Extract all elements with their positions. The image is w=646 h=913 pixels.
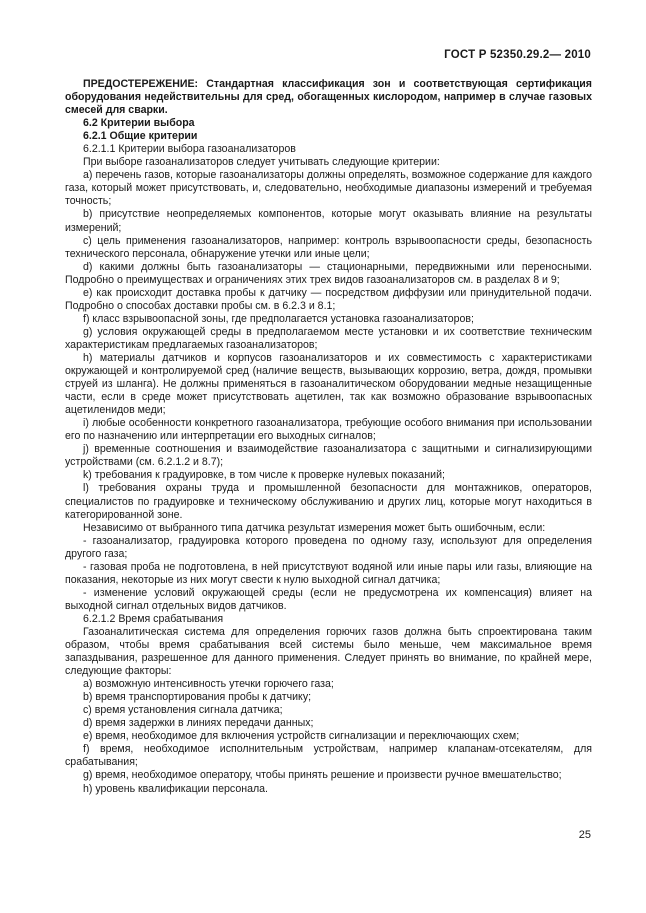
- list-item: c) время установления сигнала датчика;: [83, 704, 283, 717]
- list-item: e) время, необходимое для включения устройств сигнализации и переключающих схем;: [83, 730, 520, 743]
- list-item: e) как происходит доставка пробы к датчику — посредством диффузии или принудительной подачи. Подробно о способах доставки пробы см. в 6.2.3 и 8.1;: [65, 286, 592, 312]
- list-item: d) время задержки в линиях передачи данных;: [83, 717, 314, 730]
- paragraph: При выборе газоанализаторов следует учитывать следующие критерии:: [83, 156, 440, 169]
- clause-heading: 6.2.1.1 Критерии выбора газоанализаторов: [83, 143, 296, 156]
- list-item: d) какими должны быть газоанализаторы — стационарными, передвижными или переносными. Подробно о преимуществах и ограничениях этих трех видов газоанализаторов см. в разделах 8 и 9;: [65, 260, 592, 286]
- list-item: h) материалы датчиков и корпусов газоанализаторов и их совместимость с характеристиками окружающей и контролируемой сред (наличие веществ, вызывающих коррозию, ветра, дождя, промывки струей из шланга). Не должны применяться в газоаналитическом оборудовании медные незащищенные части, если в среде может присутствовать ацетилен, так как возможно образование взрывоопасных ацетиленидов меди;: [65, 351, 592, 417]
- section-heading: 6.2 Критерии выбора: [83, 117, 195, 130]
- list-item: - изменение условий окружающей среды (если не предусмотрена их компенсация) влияет на выходной сигнал отдельных видов датчиков.: [65, 586, 592, 612]
- list-item: h) уровень квалификации персонала.: [83, 782, 268, 795]
- list-item: - газоанализатор, градуировка которого проведена по одному газу, используют для определения другого газа;: [65, 534, 592, 560]
- list-item: a) возможную интенсивность утечки горючего газа;: [83, 678, 334, 691]
- list-item: l) требования охраны труда и промышленной безопасности для монтажников, операторов, специалистов по градуировке и техническому обслуживанию и других лиц, которые могут находиться в категорированной зоне.: [65, 482, 592, 521]
- list-item: g) условия окружающей среды в предполагаемом месте установки и их соответствие техническим характеристикам предлагаемых газоанализаторов;: [65, 325, 592, 351]
- list-item: f) время, необходимое исполнительным устройствам, например клапанам-отсекателям, для срабатывания;: [65, 743, 592, 769]
- document-header: ГОСТ Р 52350.29.2— 2010: [444, 49, 591, 61]
- warning-paragraph: ПРЕДОСТЕРЕЖЕНИЕ: Стандартная классификация зон и соответствующая сертификация оборудования недействительны для сред, обогащенных кислородом, например в случае газовых смесей для сварки.: [65, 78, 592, 117]
- paragraph: Независимо от выбранного типа датчика результат измерения может быть ошибочным, если:: [83, 521, 546, 534]
- list-item: j) временные соотношения и взаимодействие газоанализатора с защитными и сигнализирующими устройствами (см. 6.2.1.2 и 8.7);: [65, 443, 592, 469]
- list-item: f) класс взрывоопасной зоны, где предполагается установка газоанализаторов;: [83, 312, 474, 325]
- list-item: - газовая проба не подготовлена, в ней присутствуют водяной или иные пары или газы, влияющие на показания, некоторые из них могут свести к нулю выходной сигнал датчика;: [65, 560, 592, 586]
- list-item: a) перечень газов, которые газоанализаторы должны определять, возможное содержание для каждого газа, который может присутствовать, и, следовательно, необходимые диапазоны измерений и требуемая точность;: [65, 169, 592, 208]
- clause-heading: 6.2.1.2 Время срабатывания: [83, 612, 224, 625]
- list-item: g) время, необходимое оператору, чтобы принять решение и произвести ручное вмешательство;: [83, 769, 562, 782]
- page-number: 25: [578, 829, 591, 841]
- list-item: k) требования к градуировке, в том числе к проверке нулевых показаний;: [83, 469, 445, 482]
- document-body: [65, 78, 592, 796]
- list-item: c) цель применения газоанализаторов, например: контроль взрывоопасности среды, безопасность технического персонала, обнаружение утечки или иные цели;: [65, 234, 592, 260]
- list-item: b) время транспортирования пробы к датчику;: [83, 691, 312, 704]
- paragraph: Газоаналитическая система для определения горючих газов должна быть спроектирована таким образом, чтобы время срабатывания всей системы было меньше, чем максимальное время запаздывания, разрешенное для данного применения. Следует принять во внимание, по крайней мере, следующие факторы:: [65, 625, 592, 678]
- subsection-heading: 6.2.1 Общие критерии: [83, 130, 198, 143]
- list-item: i) любые особенности конкретного газоанализатора, требующие особого внимания при использовании его по назначению или интерпретации его выходных сигналов;: [65, 417, 592, 443]
- list-item: b) присутствие неопределяемых компонентов, которые могут оказывать влияние на результаты измерений;: [65, 208, 592, 234]
